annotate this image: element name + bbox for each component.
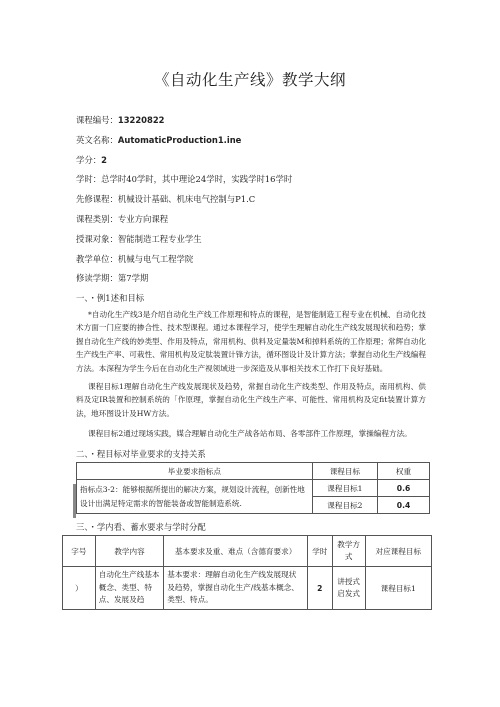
table-header: 学时 [307, 536, 332, 567]
section1-heading: 一、・例1述和目标 [76, 293, 145, 303]
course-meta [76, 111, 292, 289]
section1-paragraph-1: *自动化生产线3是介绍自动化生产线工作原理和特点的课程，是智能制造工程专业在机械、自动化技术方面一门应要的掺合性、技术型课程。通过本课程学习，使学生理解自动化生产线发展现状和趋势；掌握自动化生产线的妙类型、作用及特点，常用机构、供料及定量装M和掉料系统的工作原理；常辉自动化生产线生产率、可栽性、常用机构及定肽装置计锋方法，循环图设计及计算方法；掌握自动化生产线编程方法。本深程为学生今后在自动化生产视领域进一步深造及从事相关技术工作打下良好基础。 [76, 310, 426, 373]
goal-cell: 课程目标1 [312, 480, 377, 497]
meta-prerequisites: 先修课程：机械设计基础、机床电气控制与P1.C [76, 194, 256, 205]
meta-credits: 学分：2 [76, 154, 107, 165]
table-header: 权重 [378, 463, 430, 480]
table-header: 毕业要求指标点 [77, 463, 313, 480]
table-header-row [77, 463, 430, 480]
method-cell: 讲授式启发式 [332, 567, 365, 610]
table-header: 教学内容 [95, 536, 163, 567]
row-number-cell: ） [63, 567, 96, 610]
content-table [62, 535, 432, 610]
section1-paragraph-3: 课程目标2通过现场实践，媒合理解自动化生产战各站布局、各零部件工作原理，掌操编程方法。 [88, 429, 412, 438]
table-row [63, 567, 432, 610]
requirement-cell: 基本要求：理解自动化生产线发展现状及趋势，掌握自动化生产/线基本概念、类型、特点。 [164, 567, 308, 610]
table-header: 字号 [63, 536, 96, 567]
section3-heading: 三、・学内看、蓄水要求与学时分配 [76, 522, 206, 532]
content-cell: 自动化生产线基本概念、类型、特点、发展及趋 [95, 567, 163, 610]
meta-audience: 授课对象：智能制造工程专业学生 [76, 233, 202, 244]
meta-english-name: 英文名称：AutomaticProduction1.ine [76, 134, 242, 145]
table-header: 对应课程目标 [365, 536, 431, 567]
table-header: 教学方式 [332, 536, 365, 567]
table-header: 课程目标 [312, 463, 377, 480]
page-title: 《自动化生产线》教学大纲 [153, 71, 346, 89]
section2-heading: 二、・程目标对毕业要求的支持关系 [76, 449, 206, 459]
weight-cell: 0.6 [378, 480, 430, 497]
meta-category: 课程类别：专业方向课程 [76, 213, 169, 224]
meta-hours: 学时：总学时40学时，其中理论24学时，实践学时16学时 [76, 174, 293, 185]
meta-course-code: 课程编号：13220822 [76, 115, 165, 125]
hours-cell: 2 [307, 567, 332, 610]
weight-cell: 0.4 [378, 497, 430, 514]
table-row [77, 480, 430, 497]
meta-semester: 修读学期：第7学期 [76, 273, 149, 284]
indicator-cell: 指标点3-2：能够根据所提出的解决方案，规划设计流程，创新性地设计出满足特定需求的智能装备或智能制造系统. [77, 480, 313, 514]
support-table [76, 462, 430, 514]
goal-cell: 课程目标1 [365, 567, 431, 610]
table-header: 基本要求及重、难点（含德育要求） [164, 536, 308, 567]
meta-department: 教学单位：机械与电气工程学院 [76, 253, 194, 264]
goal-cell: 课程目标2 [312, 497, 377, 514]
section1-paragraph-2: 课程目标1理解自动化生产线发展现状及趋势，常握自动化生产线类型、作用及特点，南用机构、供料及定IR装置和控制系统的「作原理，掌握自动化生产线生产率、可能性、常用机构及定fit装置计算方法，地环图设计及HW方法。 [76, 382, 426, 418]
table-header-row [63, 536, 432, 567]
